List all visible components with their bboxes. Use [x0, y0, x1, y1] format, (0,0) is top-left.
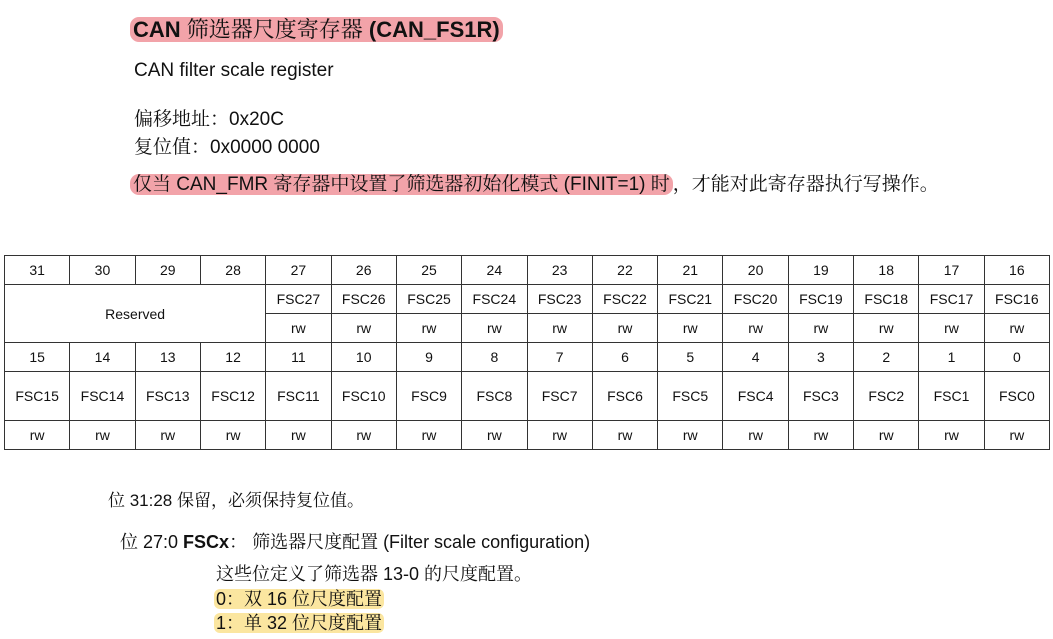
field-name-cell: FSC16 — [984, 285, 1049, 314]
title-code: CAN — [133, 17, 181, 42]
access-cell: rw — [592, 314, 657, 343]
bit-number-cell: 31 — [5, 256, 70, 285]
bit-number-cell: 1 — [919, 343, 984, 372]
lower-fields-row — [5, 372, 1050, 421]
bit-31-28-description: 位 31:28 保留，必须保持复位值。 — [108, 491, 364, 510]
bit-number-cell: 8 — [462, 343, 527, 372]
note-rest: ，才能对此寄存器执行写操作。 — [672, 174, 939, 195]
bit2-position: 位 27:0 — [120, 532, 184, 552]
bit-number-cell: 12 — [200, 343, 265, 372]
bit-number-cell: 21 — [658, 256, 723, 285]
title-register-name: (CAN_FS1R) — [368, 17, 500, 42]
bit-number-cell: 11 — [266, 343, 331, 372]
access-cell: rw — [5, 421, 70, 450]
field-name-cell: FSC17 — [919, 285, 984, 314]
bit-number-cell: 20 — [723, 256, 788, 285]
fscx-description: 这些位定义了筛选器 13-0 的尺度配置。 — [216, 564, 533, 584]
page-title — [130, 14, 503, 46]
upper-fields-row — [5, 285, 1050, 314]
bit-number-cell: 14 — [70, 343, 135, 372]
field-name-cell: FSC5 — [658, 372, 723, 421]
access-cell: rw — [984, 314, 1049, 343]
bit-number-cell: 3 — [788, 343, 853, 372]
field-name-cell: FSC4 — [723, 372, 788, 421]
bit-number-cell: 23 — [527, 256, 592, 285]
bit-number-cell: 7 — [527, 343, 592, 372]
field-name-cell: FSC14 — [70, 372, 135, 421]
field-name-cell: FSC27 — [266, 285, 331, 314]
field-name-cell: FSC0 — [984, 372, 1049, 421]
access-cell: rw — [592, 421, 657, 450]
bit-number-cell: 13 — [135, 343, 200, 372]
field-name-cell: FSC20 — [723, 285, 788, 314]
title-highlight — [130, 17, 503, 42]
field-name-cell: FSC3 — [788, 372, 853, 421]
access-cell: rw — [396, 421, 461, 450]
field-name-cell: FSC7 — [527, 372, 592, 421]
bit-number-cell: 2 — [854, 343, 919, 372]
option-0-highlight: 0：双 16 位尺度配置 — [216, 589, 383, 609]
field-name-cell: FSC9 — [396, 372, 461, 421]
field-name-cell: FSC19 — [788, 285, 853, 314]
bit-number-cell: 19 — [788, 256, 853, 285]
bit-number-cell: 22 — [592, 256, 657, 285]
bit-number-cell: 26 — [331, 256, 396, 285]
bit2-text: ： 筛选器尺度配置 (Filter scale configuration) — [229, 532, 591, 552]
field-name-cell: FSC8 — [462, 372, 527, 421]
field-name-cell: FSC23 — [527, 285, 592, 314]
access-cell: rw — [266, 421, 331, 450]
field-name-cell: FSC26 — [331, 285, 396, 314]
bit-number-cell: 15 — [5, 343, 70, 372]
field-name-cell: FSC24 — [462, 285, 527, 314]
bit-number-cell: 17 — [919, 256, 984, 285]
bit-number-cell: 29 — [135, 256, 200, 285]
field-name-cell: FSC12 — [200, 372, 265, 421]
access-cell: rw — [462, 314, 527, 343]
access-cell: rw — [723, 314, 788, 343]
access-cell: rw — [919, 314, 984, 343]
field-name-cell: FSC1 — [919, 372, 984, 421]
field-name-cell: FSC10 — [331, 372, 396, 421]
access-cell: rw — [723, 421, 788, 450]
field-name-cell: FSC13 — [135, 372, 200, 421]
access-cell: rw — [331, 421, 396, 450]
write-note — [130, 171, 1053, 199]
access-cell: rw — [854, 421, 919, 450]
offset-address: 偏移地址：0x20C — [134, 109, 284, 130]
title-chinese: 筛选器尺度寄存器 — [180, 17, 369, 42]
register-bit-table — [4, 255, 1050, 450]
option-0 — [214, 585, 384, 611]
access-cell: rw — [984, 421, 1049, 450]
option-1 — [214, 609, 384, 635]
lower-bit-numbers-row — [5, 343, 1050, 372]
option-1-highlight: 1：单 32 位尺度配置 — [216, 613, 383, 633]
bit-number-cell: 10 — [331, 343, 396, 372]
access-cell: rw — [135, 421, 200, 450]
bit-number-cell: 9 — [396, 343, 461, 372]
bit-number-cell: 24 — [462, 256, 527, 285]
access-cell: rw — [788, 314, 853, 343]
access-cell: rw — [658, 314, 723, 343]
bit-number-cell: 18 — [854, 256, 919, 285]
bit2-field-name: FSCx — [183, 532, 230, 552]
field-name-cell: FSC6 — [592, 372, 657, 421]
access-cell: rw — [658, 421, 723, 450]
field-name-cell: FSC22 — [592, 285, 657, 314]
access-cell: rw — [396, 314, 461, 343]
field-name-cell: FSC15 — [5, 372, 70, 421]
bit-number-cell: 4 — [723, 343, 788, 372]
bit-number-cell: 30 — [70, 256, 135, 285]
reset-value: 复位值：0x0000 0000 — [134, 137, 320, 158]
access-cell: rw — [70, 421, 135, 450]
bit-number-cell: 27 — [266, 256, 331, 285]
bit-number-cell: 16 — [984, 256, 1049, 285]
field-name-cell: FSC18 — [854, 285, 919, 314]
lower-access-row — [5, 421, 1050, 450]
access-cell: rw — [527, 314, 592, 343]
access-cell: rw — [919, 421, 984, 450]
upper-bit-numbers-row — [5, 256, 1050, 285]
field-name-cell: FSC11 — [266, 372, 331, 421]
bit-number-cell: 28 — [200, 256, 265, 285]
field-name-cell: FSC2 — [854, 372, 919, 421]
bit-number-cell: 6 — [592, 343, 657, 372]
note-highlight: 仅当 CAN_FMR 寄存器中设置了筛选器初始化模式 (FINIT=1) 时 — [130, 174, 673, 195]
access-cell: rw — [331, 314, 396, 343]
access-cell: rw — [462, 421, 527, 450]
field-name-cell: FSC21 — [658, 285, 723, 314]
bit-number-cell: 25 — [396, 256, 461, 285]
bit-number-cell: 0 — [984, 343, 1049, 372]
access-cell: rw — [266, 314, 331, 343]
access-cell: rw — [788, 421, 853, 450]
page-subtitle: CAN filter scale register — [134, 60, 334, 81]
bit-number-cell: 5 — [658, 343, 723, 372]
access-cell: rw — [854, 314, 919, 343]
reserved-cell: Reserved — [5, 285, 266, 343]
access-cell: rw — [200, 421, 265, 450]
field-name-cell: FSC25 — [396, 285, 461, 314]
access-cell: rw — [527, 421, 592, 450]
bit-27-0-description — [120, 528, 590, 554]
